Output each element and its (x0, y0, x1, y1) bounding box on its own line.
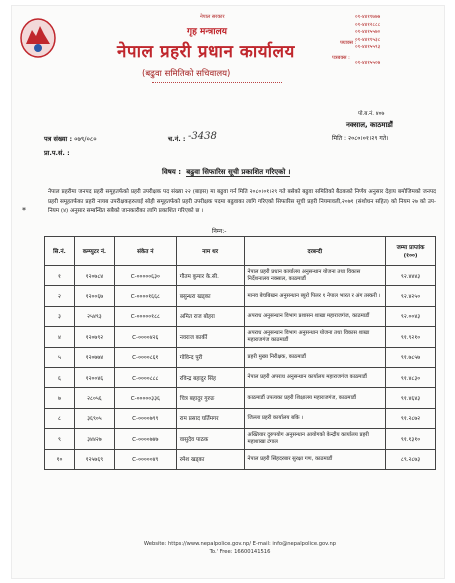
header-section: (बढुवा समितिको सचिवालय) (142, 69, 231, 79)
reference-number (44, 134, 97, 143)
cell-name: चित्र बहादुर गुरुङ (176, 388, 244, 408)
cell-serial: ६ (45, 367, 75, 387)
cell-score: ८९.२८७३ (386, 449, 436, 469)
cell-serial: ९ (45, 429, 75, 449)
ref-label: पत्र संख्या : (44, 135, 73, 143)
dispatch-number: -3438 (188, 131, 217, 142)
cell-posting: नेपाल प्रहरी अपराध अनुसन्धान कार्यालय महाराजगंज काठमाडौं (244, 367, 386, 387)
table-row (45, 449, 436, 469)
post-label: पत्रबक्स : (332, 55, 350, 61)
header-office: नेपाल प्रहरी प्रधान कार्यालय (117, 42, 295, 62)
table-row (45, 266, 436, 286)
cell-name: रमेश खड्का (176, 449, 244, 469)
footer-tollfree: To.' Free: 16600141516 (209, 549, 271, 555)
subject-line (162, 168, 290, 177)
table-header-row (45, 237, 436, 266)
cell-name: वासुदेव पाठक (176, 429, 244, 449)
cell-score: ९१.१३१० (386, 429, 436, 449)
header-underline (152, 82, 282, 83)
letter-date: मिति : २०८०।०१।२९ गते। (332, 135, 389, 142)
dispatch-label: च.नं. : (168, 135, 186, 143)
cell-computer-no: १२०७८४ (74, 266, 114, 286)
col-header-computer-no: कम्प्युटर नं. (74, 237, 114, 266)
fax-number: ०१-४४१५५९३ (355, 44, 381, 51)
cell-posting: नेपाल प्रहरी सिंहदरबार सुरक्षा गण, काठमाडौं (244, 449, 386, 469)
cell-serial: ५ (45, 347, 75, 367)
cell-posting: नेपाल प्रहरी प्रधान कार्यालय अनुसन्धान योजना तथा विकास निर्देशनालय नक्साल, काठमाडौं (244, 266, 386, 286)
cell-score: ९१.४६४३ (386, 388, 436, 408)
cell-score: ९१.७८५७ (386, 347, 436, 367)
list-intro: निम्न:- (212, 228, 227, 235)
table-row (45, 306, 436, 326)
cell-score: ९१.९२१० (386, 327, 436, 347)
table-row (45, 429, 436, 449)
cell-computer-no: ३६९०५ (74, 408, 114, 428)
cell-name: नवराज कार्की (176, 327, 244, 347)
cell-posting: जिल्ला प्रहरी कार्यालय बकि । (244, 408, 386, 428)
footer-web-email[interactable]: Website: https://www.nepalpolice.gov.np/ E-mail: info@nepalpolice.gov.np (143, 541, 337, 547)
cell-code: C-०००००३३६ (114, 388, 176, 408)
letter-page (12, 6, 444, 578)
phone-list (355, 14, 380, 68)
cell-computer-no: १२००४६ (74, 367, 114, 387)
cell-code: C-०००००४९ (114, 449, 176, 469)
cell-serial: ७ (45, 388, 75, 408)
cell-posting: प्रहरी मुख्य निरीक्षक, काठमाडौं (244, 347, 386, 367)
cell-code: C-००००८६१ (114, 347, 176, 367)
cell-posting: मानव बेचबिखन अनुसन्धान ब्युरो पिलर १ नेपाल भारत र अंग तस्करी । (244, 286, 386, 306)
subject-label: विषय : (162, 168, 182, 176)
table-row (45, 327, 436, 347)
cell-posting: काठमाडौं उपत्यका प्रहरी शिक्षालय महाराजगंज, काठमाडौं (244, 388, 386, 408)
cell-computer-no: १२००६७ (74, 286, 114, 306)
body-paragraph: नेपाल प्रहरीमा जनपद प्रहरी समूहतर्फको प्रहरी उपरीक्षक पद संख्या २२ (बाइस) मा बढुवा गर्न मिति २०८०।०१।२९ गते बसेको बढुवा समितिको बैठकको निर्णय अनुसार देहाय बमोजिमको जनपद प्रहरी समूहतर्फका प्रहरी नायब उपरीक्षकहरुलाई सोही समूहतर्फको प्रहरी उपरीक्षक पदमा बढुवाका लागि गरिएको सिफारिस सूची प्रहरी नियमावली,२०७१ (संशोधन सहित) को नियम २७ को उप-नियम (४) अनुसार सम्बन्धित सबैको जानकारीका लागि प्रकाशित गरिएको छ । (48, 189, 436, 215)
table-row (45, 388, 436, 408)
po-box: पो.ब.नं. ४०७ (358, 111, 385, 117)
cell-serial: २ (45, 286, 75, 306)
cell-code: C-०००००६३० (114, 266, 176, 286)
cell-serial: १० (45, 449, 75, 469)
cell-score: ९२.४४४३ (386, 266, 436, 286)
cell-score: ९२.४२५० (386, 286, 436, 306)
recommendation-table (44, 236, 436, 470)
cell-computer-no: १२०७७४ (74, 347, 114, 367)
cell-computer-no: १२५७६९ (74, 449, 114, 469)
subject-text: बढुवा सिफारिस सूची प्रकाशित गरिएको । (186, 168, 291, 176)
phone-number: ०१-४४१२८८८ (355, 21, 381, 28)
cell-score: ९१.४८३० (386, 367, 436, 387)
cell-serial: १ (45, 266, 75, 286)
cell-code: C-००००८८८ (114, 367, 176, 387)
ref-value: ०७९/०८० (74, 135, 97, 143)
cell-serial: ३ (45, 306, 75, 326)
col-header-code: संकेत नं (114, 237, 176, 266)
col-header-posting: दरबन्दी (244, 237, 386, 266)
cell-code: C-०००००१८८ (114, 306, 176, 326)
phone-number: ०१-४४१५५७० (355, 29, 381, 36)
received-label: प्रा.प.सं. : (44, 149, 70, 157)
cell-name: अमित राज बोहरा (176, 306, 244, 326)
cell-code: C-००००१६६८ (114, 286, 176, 306)
cell-name: गोविन्द पुरी (176, 347, 244, 367)
cell-name: गौतम कुमार के.सी. (176, 266, 244, 286)
cell-computer-no: ३४४२७ (74, 429, 114, 449)
cell-name: बसुन्धरा खड्का (176, 286, 244, 306)
cell-score: ९१.२८७२ (386, 408, 436, 428)
table-row (45, 286, 436, 306)
cell-computer-no: २८०५६ (74, 388, 114, 408)
cell-code: C-००००४२६ (114, 327, 176, 347)
header-ministry: गृह मन्त्रालय (187, 27, 227, 37)
col-header-serial: सि.नं. (45, 237, 75, 266)
cell-posting: अपराध अनुसन्धान विभाग प्रशासन शाखा महाराजगंज, काठमाडौं (244, 306, 386, 326)
table-row (45, 347, 436, 367)
post-number: ०१-४४१५५०७ (355, 59, 381, 66)
cell-score: ९२.००४३ (386, 306, 436, 326)
cell-posting: अपराध अनुसन्धान विभाग अनुसन्धान योजना तथा विकास शाखा महाराजगंज काठमाडौं (244, 327, 386, 347)
fax-label: फ्याक्स : (340, 40, 357, 46)
phone-number: ०१-४४११७७७ (355, 14, 381, 20)
col-header-score: जम्मा प्राप्तांक (१००) (386, 237, 436, 266)
cell-name: राम प्रसाद घर्तिमगर (176, 408, 244, 428)
table-row (45, 408, 436, 428)
header-government: नेपाल सरकार (200, 14, 225, 20)
cell-computer-no: १२०७९२ (74, 327, 114, 347)
table-row (45, 367, 436, 387)
col-header-name: नाम थर (176, 237, 244, 266)
cell-code: C-००००७४७ (114, 429, 176, 449)
cell-posting: अख्तियार दुरुपयोग अनुसन्धान आयोगको केन्द्रीय कार्यालय प्रहरी महाशाखा टंगाल (244, 429, 386, 449)
cell-name: रविन्द्र बहादुर सिंह (176, 367, 244, 387)
cell-serial: ४ (45, 327, 75, 347)
phone-number: ०१-४४११५३८ (355, 36, 381, 43)
cell-computer-no: २५४९३ (74, 306, 114, 326)
cell-serial: ८ (45, 408, 75, 428)
footer (130, 540, 350, 556)
cell-code: C-००००७९९ (114, 408, 176, 428)
nepal-emblem-icon (18, 16, 58, 60)
office-address: नक्साल, काठमाडौं (346, 121, 393, 129)
star-mark: * (22, 206, 26, 215)
